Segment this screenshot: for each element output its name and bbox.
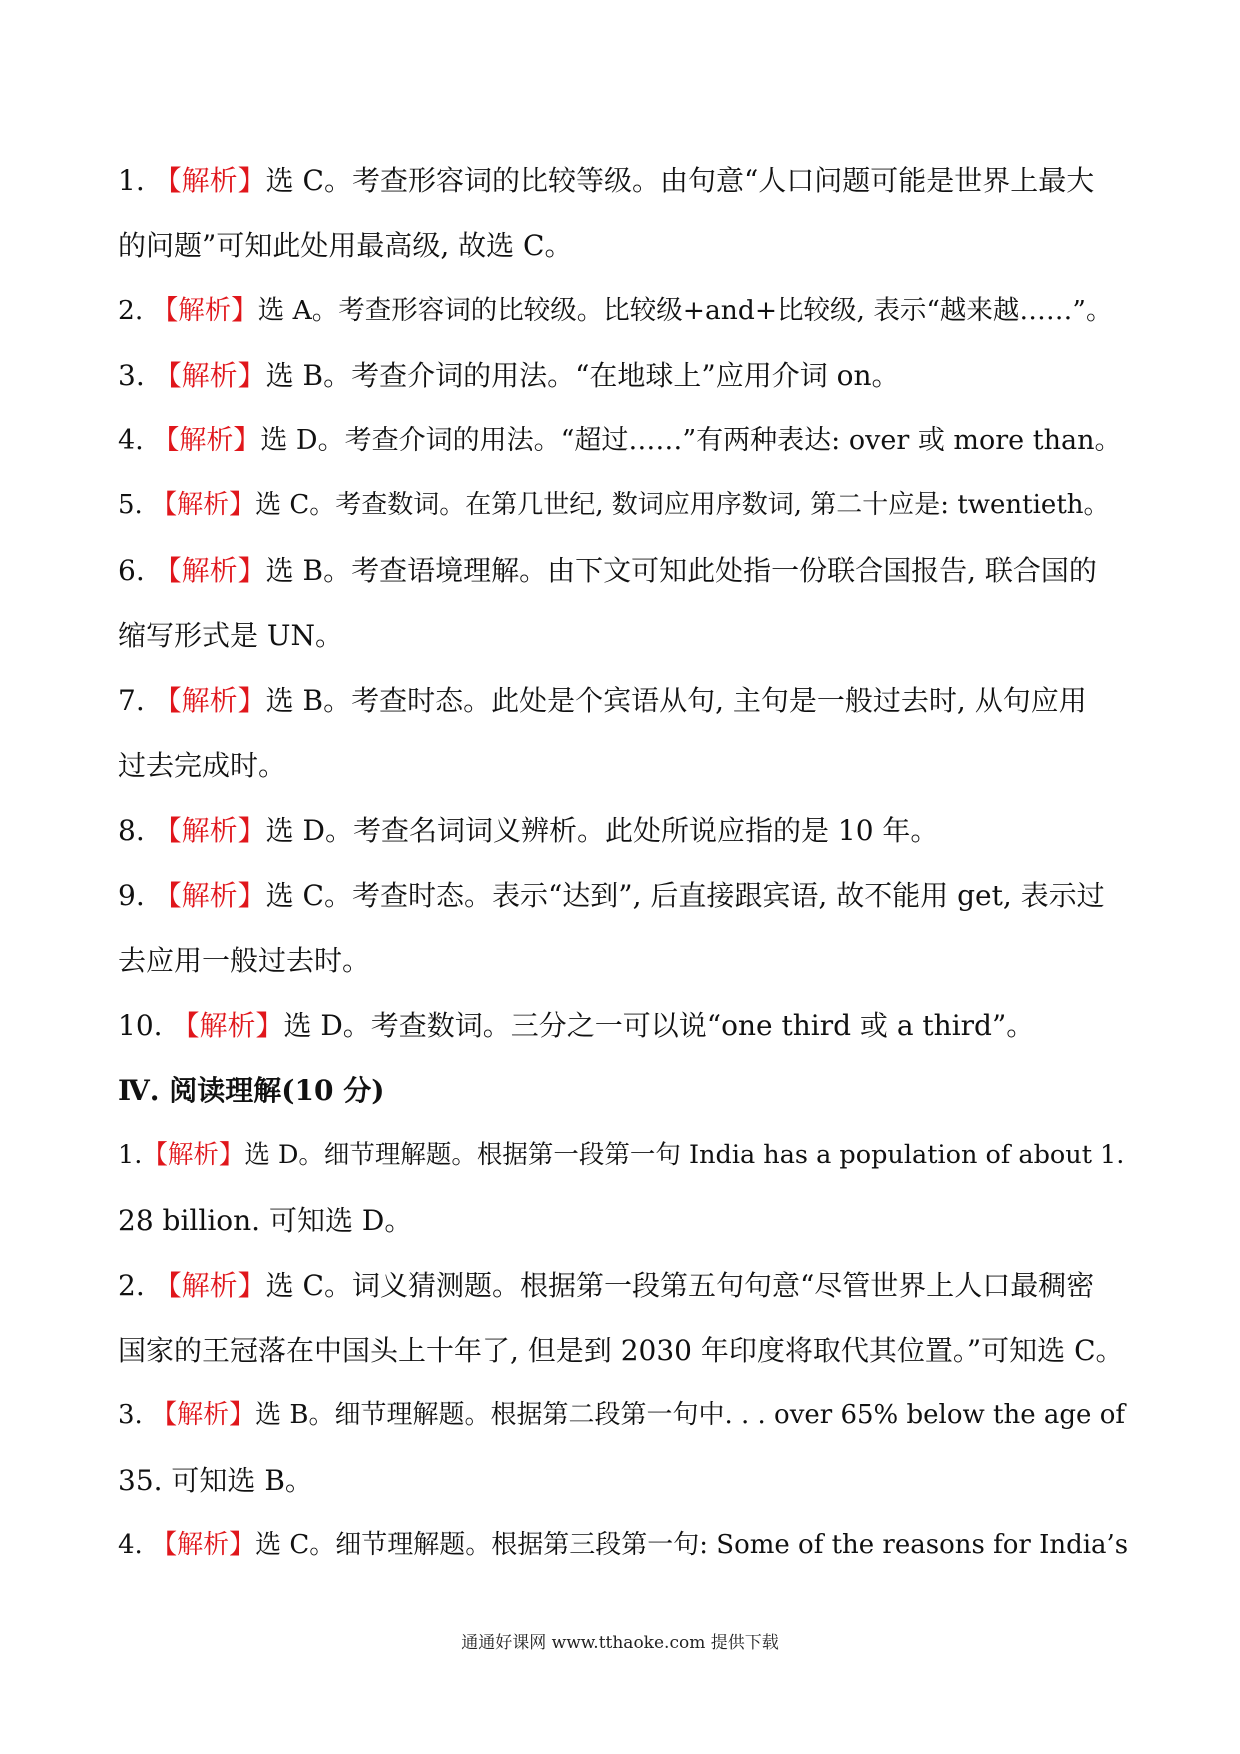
- analysis-tag: 【解析】: [151, 1530, 256, 1560]
- answer-line: [118, 148, 1128, 213]
- item-number: 8.: [118, 814, 154, 847]
- reading-line: [118, 1188, 1128, 1253]
- item-text: 选 D。考查数词。三分之一可以说“one third 或 a third”。: [283, 1009, 1035, 1042]
- item-number: 4.: [118, 1530, 152, 1560]
- item-text: 选 C。细节理解题。根据第三段第一句: Some of the reasons for India’s: [255, 1530, 1129, 1560]
- analysis-tag: 【解析】: [142, 1140, 245, 1170]
- answer-line: [118, 343, 1128, 408]
- reading-line: [118, 1253, 1128, 1318]
- answer-line: [118, 993, 1128, 1058]
- item-text: 28 billion. 可知选 D。: [118, 1204, 413, 1237]
- item-text: 的问题”可知此处用最高级, 故选 C。: [118, 229, 573, 262]
- item-number: 2.: [118, 295, 152, 326]
- item-text: 选 B。细节理解题。根据第二段第一句中. . . over 65% below the age of: [255, 1400, 1125, 1430]
- analysis-tag: 【解析】: [151, 295, 258, 326]
- answer-line: [118, 278, 1128, 343]
- item-text: 选 D。考查介词的用法。“超过……”有两种表达: over 或 more than。: [260, 425, 1122, 456]
- item-number: 9.: [118, 879, 154, 912]
- reading-line: [118, 1448, 1128, 1513]
- item-text: 国家的王冠落在中国头上十年了, 但是到 2030 年印度将取代其位置。”可知选 C。: [118, 1334, 1124, 1367]
- analysis-tag: 【解析】: [153, 359, 266, 392]
- answer-line: [118, 213, 1128, 278]
- analysis-tag: 【解析】: [151, 1400, 256, 1430]
- item-number: 1.: [118, 1140, 143, 1170]
- analysis-tag: 【解析】: [153, 814, 266, 847]
- item-text: 缩写形式是 UN。: [118, 619, 343, 652]
- item-text: 选 B。考查时态。此处是个宾语从句, 主句是一般过去时, 从句应用: [265, 684, 1087, 717]
- reading-line: [118, 1383, 1128, 1448]
- analysis-tag: 【解析】: [171, 1009, 284, 1042]
- answer-line: [118, 928, 1128, 993]
- item-number: 10.: [118, 1009, 172, 1042]
- answer-content: [118, 148, 1128, 1578]
- analysis-tag: 【解析】: [153, 554, 266, 587]
- answer-line: [118, 538, 1128, 603]
- answer-line: [118, 668, 1128, 733]
- item-text: 选 C。考查数词。在第几世纪, 数词应用序数词, 第二十应是: twentieth。: [255, 490, 1110, 520]
- reading-line: [118, 1513, 1128, 1578]
- item-text: 过去完成时。: [118, 749, 287, 782]
- item-number: 3.: [118, 1400, 152, 1430]
- item-text: 35. 可知选 B。: [118, 1464, 313, 1497]
- item-text: 选 C。词义猜测题。根据第一段第五句句意“尽管世界上人口最稠密: [265, 1269, 1095, 1302]
- reading-line: [118, 1123, 1128, 1188]
- answer-line: [118, 603, 1128, 668]
- item-text: 选 B。考查介词的用法。“在地球上”应用介词 on。: [265, 359, 900, 392]
- analysis-tag: 【解析】: [153, 879, 266, 912]
- reading-line: [118, 1318, 1128, 1383]
- item-text: 选 D。考查名词词义辨析。此处所说应指的是 10 年。: [265, 814, 939, 847]
- item-number: 1.: [118, 164, 154, 197]
- analysis-tag: 【解析】: [153, 684, 266, 717]
- answer-line: [118, 473, 1128, 538]
- item-number: 3.: [118, 359, 154, 392]
- item-text: 选 C。考查形容词的比较等级。由句意“人口问题可能是世界上最大: [265, 164, 1095, 197]
- section-title: Ⅳ. 阅读理解(10 分): [118, 1074, 385, 1107]
- analysis-tag: 【解析】: [153, 164, 266, 197]
- answer-line: [118, 733, 1128, 798]
- analysis-tag: 【解析】: [152, 425, 261, 456]
- item-number: 5.: [118, 490, 152, 520]
- footer-watermark: 通通好课网 www.tthaoke.com 提供下载: [461, 1633, 779, 1653]
- item-number: 4.: [118, 425, 153, 456]
- item-number: 6.: [118, 554, 154, 587]
- item-text: 去应用一般过去时。: [118, 944, 371, 977]
- analysis-tag: 【解析】: [151, 490, 256, 520]
- answer-line: [118, 408, 1128, 473]
- answer-line: [118, 798, 1128, 863]
- item-number: 2.: [118, 1269, 154, 1302]
- item-text: 选 D。细节理解题。根据第一段第一句 India has a population of about 1.: [244, 1140, 1125, 1170]
- item-text: 选 B。考查语境理解。由下文可知此处指一份联合国报告, 联合国的: [265, 554, 1097, 587]
- item-text: 选 A。考查形容词的比较级。比较级+and+比较级, 表示“越来越……”。: [257, 295, 1113, 326]
- answer-line: [118, 863, 1128, 928]
- item-text: 选 C。考查时态。表示“达到”, 后直接跟宾语, 故不能用 get, 表示过: [265, 879, 1105, 912]
- item-number: 7.: [118, 684, 154, 717]
- analysis-tag: 【解析】: [153, 1269, 266, 1302]
